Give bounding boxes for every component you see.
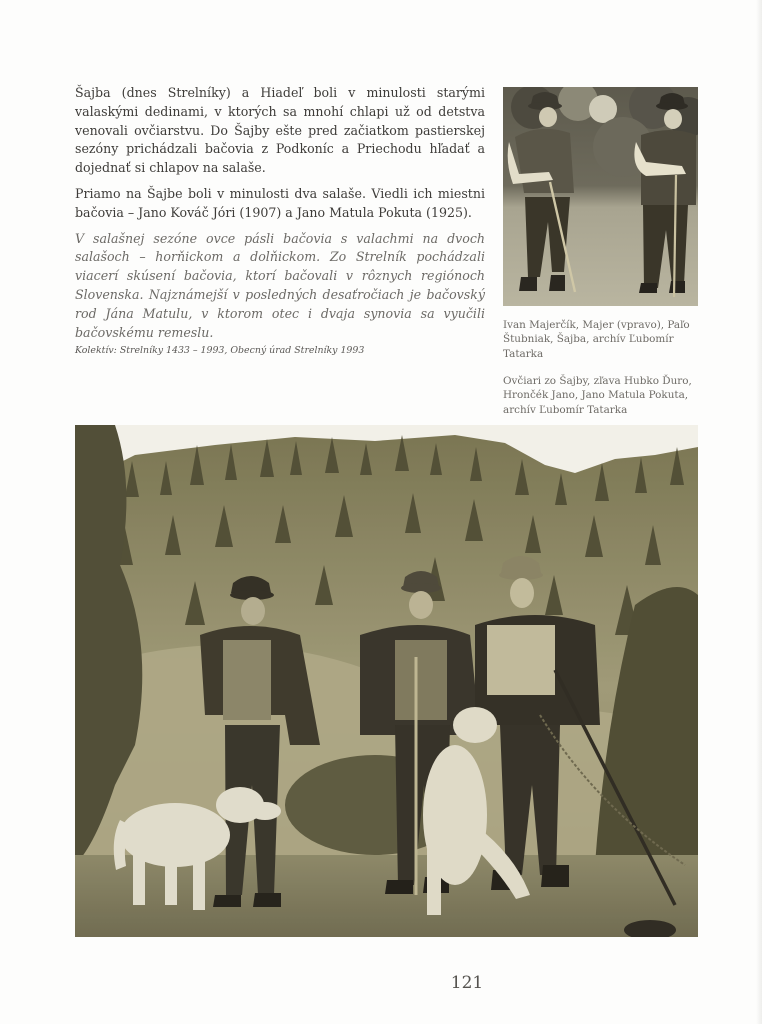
page-number: 121: [450, 973, 484, 993]
quote-source: Kolektív: Strelníky 1433 – 1993, Obecný úrad Strelníky 1993: [75, 345, 365, 357]
paragraph-1: Šajba (dnes Strelníky) a Hiadeľ boli v minulosti starými valaskými dedinami, v ktorých sa mnohí chlapi už od detstva venovali ovčiarstvu. Do Šajby ešte pred začiatkom pastierskej sezóny prichádzali bačovia z Podkoníc a Priechodu hľadať a dojednať si chlapov na salaše.: [75, 85, 485, 176]
large-photo-caption: Ovčiari zo Šajby, zľava Hubko Ďuro, Hrončék Jano, Jano Matula Pokuta, archív Ľubomír Tatarka: [503, 375, 692, 416]
small-photo-caption: Ivan Majerčík, Majer (vpravo), Paľo Štubniak, Šajba, archív Ľubomír Tatarka: [503, 319, 690, 360]
quote-paragraph: V salašnej sezóne ovce pásli bačovia s valachmi na dvoch salašoch – horňickom a dolňickom. Zo Strelník pochádzali viacerí skúsení bačovia, ktorí bačovali v rôznych regiónoch Slovenska. Najznámejší v posledných desaťročiach je bačovský rod Jána Matulu, v ktorom otec i dvaja synovia sa vyučili bačovskému remeslu.: [75, 230, 485, 340]
paragraph-2: Priamo na Šajbe boli v minulosti dva salaše. Viedli ich miestni bačovia – Jano Kováč Jóri (1907) a Jano Matula Pokuta (1925).: [75, 185, 485, 220]
